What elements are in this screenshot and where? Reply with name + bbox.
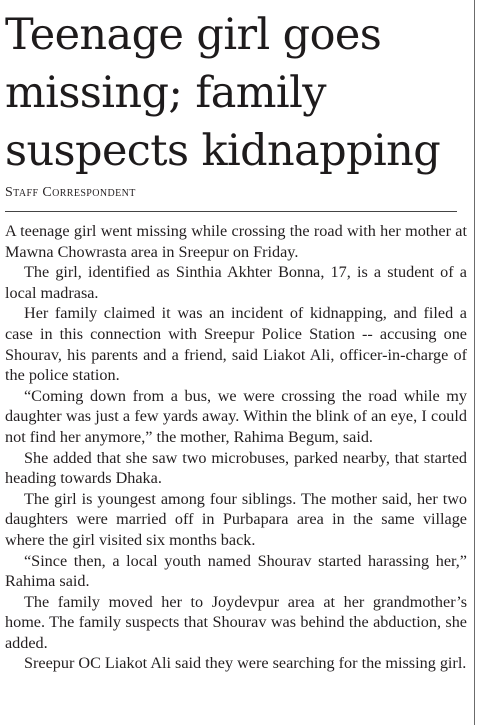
paragraph: The girl is youngest among four siblings. The mother said, her two daughters were married off in Purbapara area in the same village where the girl visited six months back. [5,489,467,549]
paragraph: Her family claimed it was an incident of kidnapping, and filed a case in this connection with Sreepur Police Station -- accusing one Shourav, his parents and a friend, said Liakot Ali, officer-in-charge of the police station. [5,304,467,385]
paragraph: The girl, identified as Sinthia Akhter Bonna, 17, is a student of a local madrasa. [5,263,467,302]
news-article [5,6,467,674]
paragraph: “Coming down from a bus, we were crossing the road while my daughter was just a few yards away. Within the blink of an eye, I could not find her anymore,” the mother, Rahima Begum, said. [5,386,467,446]
paragraph: Sreepur OC Liakot Ali said they were searching for the missing girl. [24,654,467,673]
article-body [5,221,467,674]
headline: Teenage girl goes missing; family suspects kidnapping [5,10,441,176]
column-divider [474,0,475,725]
paragraph: A teenage girl went missing while crossing the road with her mother at Mawna Chowrasta area in Sreepur on Friday. [5,222,467,261]
paragraph: “Since then, a local youth named Shourav started harassing her,” Rahima said. [5,551,467,591]
paragraph: She added that she saw two microbuses, parked nearby, that started heading towards Dhaka. [5,448,467,488]
byline: Staff Correspondent [5,185,136,200]
byline-rule [5,211,457,212]
paragraph: The family moved her to Joydevpur area at her grandmother’s home. The family suspects that Shourav was behind the abduction, she added. [5,592,467,652]
